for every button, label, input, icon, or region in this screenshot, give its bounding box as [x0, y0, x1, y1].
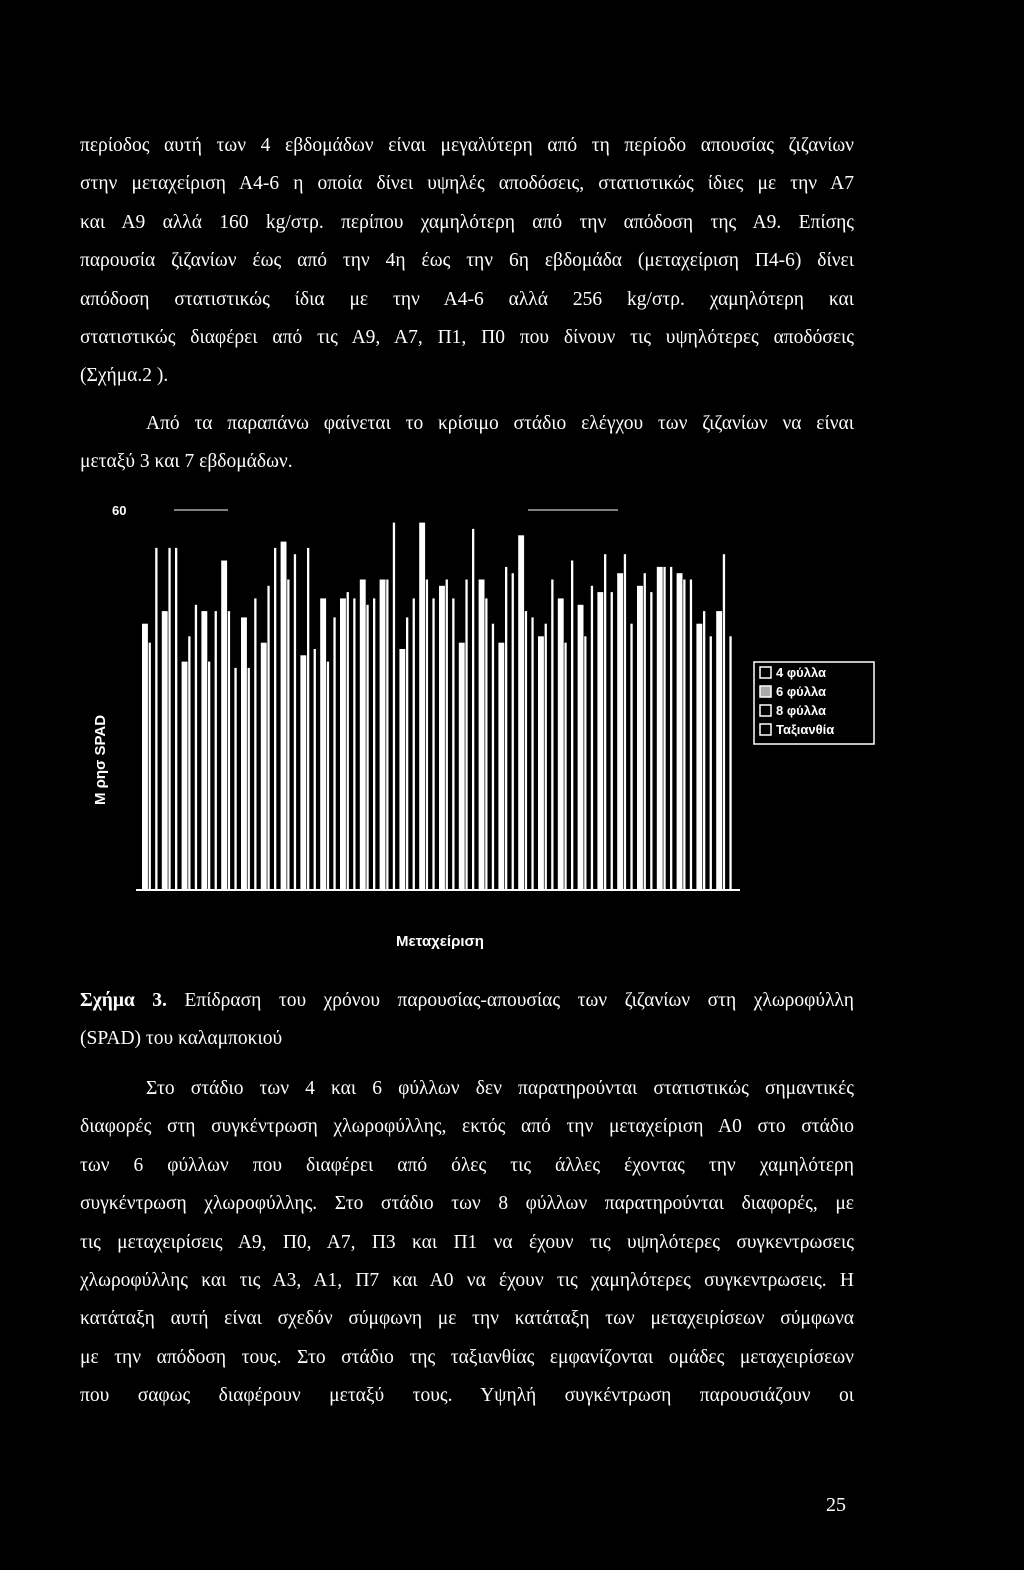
- chart-bar: [505, 567, 507, 889]
- text-line: στατιστικώς διαφέρει από τις Α9, Α7, Π1, Π0 που δίνουν τις υψηλότερες αποδόσεις: [80, 327, 854, 349]
- spad-bar-chart: [78, 492, 878, 972]
- y-tick-label-60: 60: [112, 503, 127, 518]
- chart-bar: [472, 529, 474, 889]
- chart-bar: [274, 548, 276, 889]
- legend-swatch-6-leaves: [760, 686, 771, 697]
- figure-caption: [80, 982, 854, 1059]
- chart-bar: [485, 598, 487, 889]
- caption-text: Επίδραση του χρόνου παρουσίας-απουσίας των ζιζανίων στη χλωροφύλλη: [184, 990, 854, 1011]
- chart-bar: [525, 611, 527, 889]
- chart-bar: [399, 649, 405, 889]
- chart-bar: [710, 636, 712, 889]
- chart-bar: [716, 611, 722, 889]
- chart-bar: [663, 567, 665, 889]
- caption-text-line-2: (SPAD) του καλαμποκιού: [80, 1028, 283, 1050]
- chart-bar: [241, 617, 247, 889]
- chart-bar: [723, 554, 725, 889]
- chart-bar: [630, 624, 632, 889]
- chart-bar: [188, 636, 190, 889]
- paragraph-3: [80, 1070, 854, 1416]
- chart-bar: [644, 573, 646, 889]
- text-line: περίοδος αυτή των 4 εβδομάδων είναι μεγαλύτερη από τη περίοδο απουσίας ζιζανίων: [80, 135, 854, 156]
- chart-bar: [386, 580, 388, 890]
- chart-bar: [281, 542, 287, 889]
- chart-bar: [531, 617, 533, 889]
- chart-bar: [327, 662, 329, 889]
- chart-bar: [650, 592, 652, 889]
- text-line: μεταξύ 3 και 7 εβδομάδων.: [80, 451, 293, 473]
- chart-bar: [419, 523, 425, 889]
- chart-bar: [248, 668, 250, 889]
- chart-bar: [142, 624, 148, 889]
- chart-bar: [182, 662, 188, 889]
- text-line: και Α9 αλλά 160 kg/στρ. περίπου χαμηλότερη από την απόδοση της Α9. Επίσης: [80, 211, 854, 233]
- chart-bar: [637, 586, 643, 889]
- chart-bar: [294, 554, 296, 889]
- text-line: απόδοση στατιστικώς ίδια με την Α4-6 αλλά 256 kg/στρ. χαμηλότερη και: [80, 288, 854, 310]
- chart-bar: [518, 535, 524, 889]
- chart-bar: [512, 573, 514, 889]
- chart-bar: [426, 580, 428, 890]
- chart-bar: [578, 605, 584, 889]
- paragraph-2: [80, 405, 854, 482]
- chart-bar: [558, 598, 564, 889]
- chart-bar: [413, 598, 415, 889]
- text-line: των 6 φύλλων που διαφέρει από όλες τις άλλες έχοντας την χαμηλότερη: [80, 1154, 854, 1176]
- chart-bar: [696, 624, 702, 889]
- chart-bar: [479, 580, 485, 890]
- text-line: (Σχήμα.2 ).: [80, 365, 169, 387]
- chart-bar: [215, 611, 217, 889]
- chart-bar: [307, 548, 309, 889]
- text-line: που σαφως διαφέρουν μεταξύ τους. Υψηλή συγκέντρωση παρουσιάζουν οι: [80, 1385, 854, 1407]
- chart-bar: [492, 624, 494, 889]
- chart-bar: [657, 567, 663, 889]
- legend-swatch-8-leaves: [760, 705, 771, 716]
- chart-bar: [155, 548, 157, 889]
- chart-bar: [353, 598, 355, 889]
- chart-bar: [195, 605, 197, 889]
- chart-bar: [439, 586, 445, 889]
- chart-bar: [221, 561, 227, 890]
- chart-bar: [683, 580, 685, 890]
- chart-bar: [406, 617, 408, 889]
- chart-bar: [452, 598, 454, 889]
- text-line: Στο στάδιο των 4 και 6 φύλλων δεν παρατηρούνται στατιστικώς σημαντικές: [146, 1078, 854, 1099]
- chart-bar: [446, 580, 448, 890]
- chart-bar: [228, 611, 230, 889]
- chart-bar: [617, 573, 623, 889]
- paragraph-1: [80, 127, 854, 396]
- chart-bar: [584, 636, 586, 889]
- text-line: τις μεταχειρίσεις Α9, Π0, Α7, Π3 και Π1 να έχουν τις υψηλότερες συγκεντρωσεις: [80, 1231, 854, 1253]
- text-line: στην μεταχείριση Α4-6 η οποία δίνει υψηλές αποδόσεις, στατιστικώς ίδιες με την Α7: [80, 173, 854, 195]
- chart-bar: [347, 592, 349, 889]
- chart-bar: [604, 554, 606, 889]
- chart-bar: [300, 655, 306, 889]
- chart-bar: [538, 636, 544, 889]
- chart-bar: [261, 643, 267, 889]
- chart-bar: [314, 649, 316, 889]
- chart-bar: [465, 580, 467, 890]
- chart-bar: [360, 580, 366, 890]
- chart-bar: [175, 548, 177, 889]
- text-line: με την απόδοση τους. Στο στάδιο της ταξιανθίας εμφανίζονται ομάδες μεταχειρίσεων: [80, 1346, 854, 1368]
- chart-bar: [432, 598, 434, 889]
- caption-label: Σχήμα 3.: [80, 990, 167, 1011]
- chart-bar: [366, 605, 368, 889]
- chart-bar: [340, 598, 346, 889]
- chart-bar: [591, 586, 593, 889]
- chart-bar: [162, 611, 168, 889]
- chart-bar: [234, 668, 236, 889]
- chart-bar: [597, 592, 603, 889]
- chart-bar: [393, 523, 395, 889]
- chart-bar: [168, 548, 170, 889]
- chart-bar: [380, 580, 386, 890]
- chart-bar: [333, 617, 335, 889]
- text-line: χλωροφύλλης και τις Α3, Α1, Π7 και Α0 να έχουν τις χαμηλότερες συγκεντρωσεις. Η: [80, 1270, 854, 1292]
- chart-bar: [571, 561, 573, 890]
- text-line: συγκέντρωση χλωροφύλλης. Στο στάδιο των 8 φύλλων παρατηρούνται διαφορές, με: [80, 1193, 854, 1215]
- chart-bar: [729, 636, 731, 889]
- chart-bar: [498, 643, 504, 889]
- chart-bar: [611, 592, 613, 889]
- legend-swatch-tassel: [760, 724, 771, 735]
- text-line: κατάταξη αυτή είναι σχεδόν σύμφωνη με την κατάταξη των μεταχειρίσεων σύμφωνα: [80, 1308, 854, 1330]
- chart-bar: [149, 643, 151, 889]
- chart-bar: [551, 580, 553, 890]
- chart-bar: [254, 598, 256, 889]
- chart-bar: [624, 554, 626, 889]
- page-number: 25: [826, 1494, 846, 1516]
- chart-bar: [287, 580, 289, 890]
- chart-bar: [677, 573, 683, 889]
- chart-bar: [373, 598, 375, 889]
- chart-bar: [670, 567, 672, 889]
- chart-bar: [690, 580, 692, 890]
- legend-label-4-leaves: 4 φύλλα: [776, 665, 827, 680]
- legend-label-8-leaves: 8 φύλλα: [776, 703, 827, 718]
- legend: [754, 662, 874, 744]
- bar-group: [142, 523, 732, 890]
- chart-bar: [545, 624, 547, 889]
- chart-bar: [459, 643, 465, 889]
- chart-bar: [320, 598, 326, 889]
- text-line: διαφορές στη συγκέντρωση χλωροφύλλης, εκτός από την μεταχείριση Α0 στο στάδιο: [80, 1116, 854, 1138]
- chart-bar: [208, 662, 210, 889]
- legend-label-tassel: Ταξιανθία: [776, 722, 835, 737]
- legend-label-6-leaves: 6 φύλλα: [776, 684, 827, 699]
- chart-bar: [267, 586, 269, 889]
- text-line: παρουσία ζιζανίων έως από την 4η έως την 6η εβδομάδα (μεταχείριση Π4-6) δίνει: [80, 250, 854, 272]
- y-axis-label: Μ ρησ SPAD: [92, 714, 109, 806]
- text-line: Από τα παραπάνω φαίνεται το κρίσιμο στάδιο ελέγχου των ζιζανίων να είναι: [146, 413, 854, 434]
- chart-bar: [201, 611, 207, 889]
- x-axis-label: Μεταχείριση: [396, 933, 484, 950]
- chart-bar: [703, 611, 705, 889]
- legend-swatch-4-leaves: [760, 667, 771, 678]
- chart-bar: [564, 643, 566, 889]
